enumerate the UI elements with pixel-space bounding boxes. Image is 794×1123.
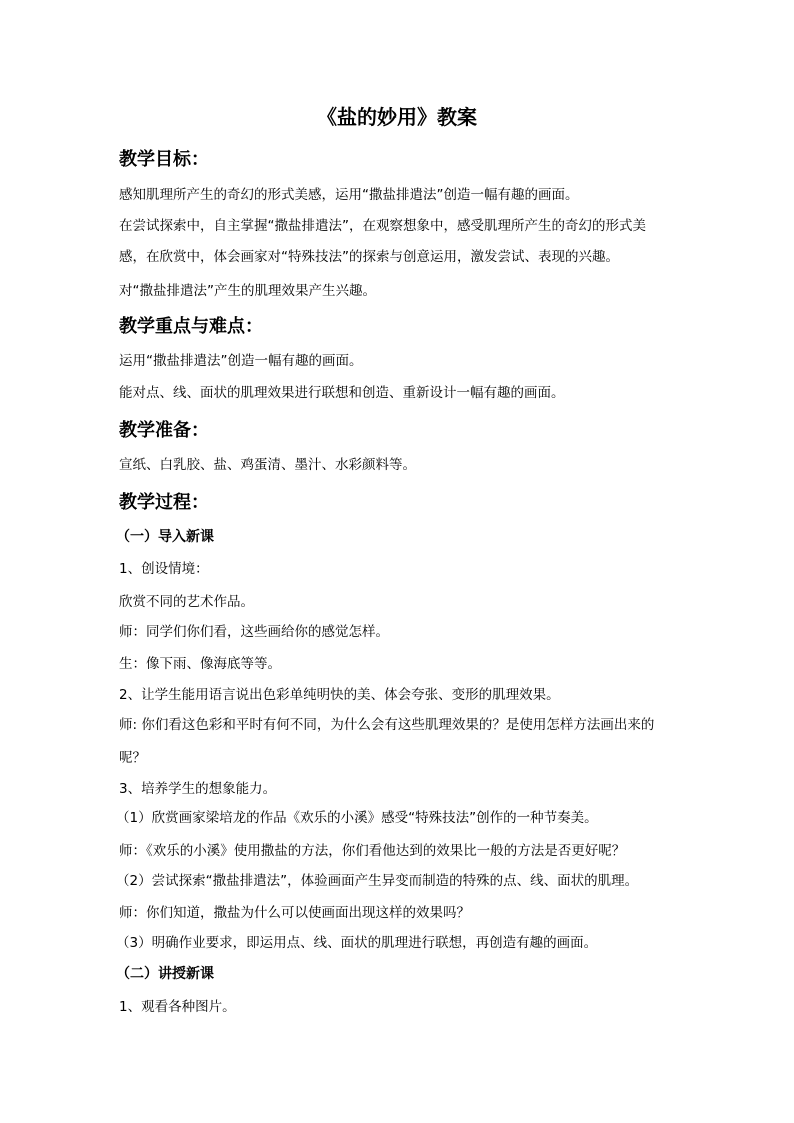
paragraph: 宣纸、白乳胶、盐、鸡蛋清、墨汁、水彩颜料等。 bbox=[119, 457, 416, 473]
section-heading-process: 教学过程： bbox=[119, 492, 209, 513]
paragraph: （1）欣赏画家梁培龙的作品《欢乐的小溪》感受“特殊技法”创作的一种节奏美。 bbox=[116, 810, 598, 826]
paragraph: 2、让学生能用语言说出色彩单纯明快的美、体会夸张、变形的肌理效果。 bbox=[119, 687, 560, 703]
paragraph: 1、观看各种图片。 bbox=[119, 999, 236, 1015]
paragraph: 对“撒盐排遣法”产生的肌理效果产生兴趣。 bbox=[119, 283, 376, 299]
paragraph: 欣赏不同的艺术作品。 bbox=[119, 594, 254, 610]
paragraph: 感知肌理所产生的奇幻的形式美感，运用“撒盐排遣法”创造一幅有趣的画面。 bbox=[119, 187, 579, 203]
paragraph: 能对点、线、面状的肌理效果进行联想和创造、重新设计一幅有趣的画面。 bbox=[119, 385, 565, 401]
paragraph: 感，在欣赏中，体会画家对“特殊技法”的探索与创意运用，激发尝试、表现的兴趣。 bbox=[119, 249, 619, 265]
paragraph: 运用“撒盐排遣法”创造一幅有趣的画面。 bbox=[119, 353, 363, 369]
paragraph: 3、培养学生的想象能力。 bbox=[119, 781, 277, 797]
paragraph: 师：你们知道，撒盐为什么可以使画面出现这样的效果吗？ bbox=[119, 905, 470, 921]
paragraph: 呢？ bbox=[119, 750, 146, 766]
section-heading-key-points: 教学重点与难点： bbox=[119, 316, 263, 337]
paragraph: 1、创设情境： bbox=[119, 561, 209, 577]
paragraph: 师: 你们看这色彩和平时有何不同，为什么会有这些肌理效果的？是使用怎样方法画出来的 bbox=[119, 717, 655, 733]
paragraph: 师：同学们你们看，这些画给你的感觉怎样。 bbox=[119, 624, 389, 640]
subsection-heading-new-lesson: （二）讲授新课 bbox=[116, 966, 214, 982]
section-heading-preparation: 教学准备： bbox=[119, 420, 209, 441]
subsection-heading-intro: （一）导入新课 bbox=[116, 529, 214, 545]
paragraph: （3）明确作业要求，即运用点、线、面状的肌理进行联想，再创造有趣的画面。 bbox=[116, 935, 598, 951]
paragraph: 在尝试探索中，自主掌握“撒盐排遣法”，在观察想象中，感受肌理所产生的奇幻的形式美 bbox=[119, 218, 646, 234]
paragraph: 师：《欢乐的小溪》使用撒盐的方法，你们看他达到的效果比一般的方法是否更好呢？ bbox=[119, 843, 626, 859]
section-heading-objectives: 教学目标： bbox=[119, 149, 209, 170]
paragraph: 生：像下雨、像海底等等。 bbox=[119, 656, 281, 672]
paragraph: （2）尝试探索“撒盐排遣法”，体验画面产生异变而制造的特殊的点、线、面状的肌理。 bbox=[116, 873, 639, 889]
page-title: 《盐的妙用》教案 bbox=[317, 105, 477, 129]
